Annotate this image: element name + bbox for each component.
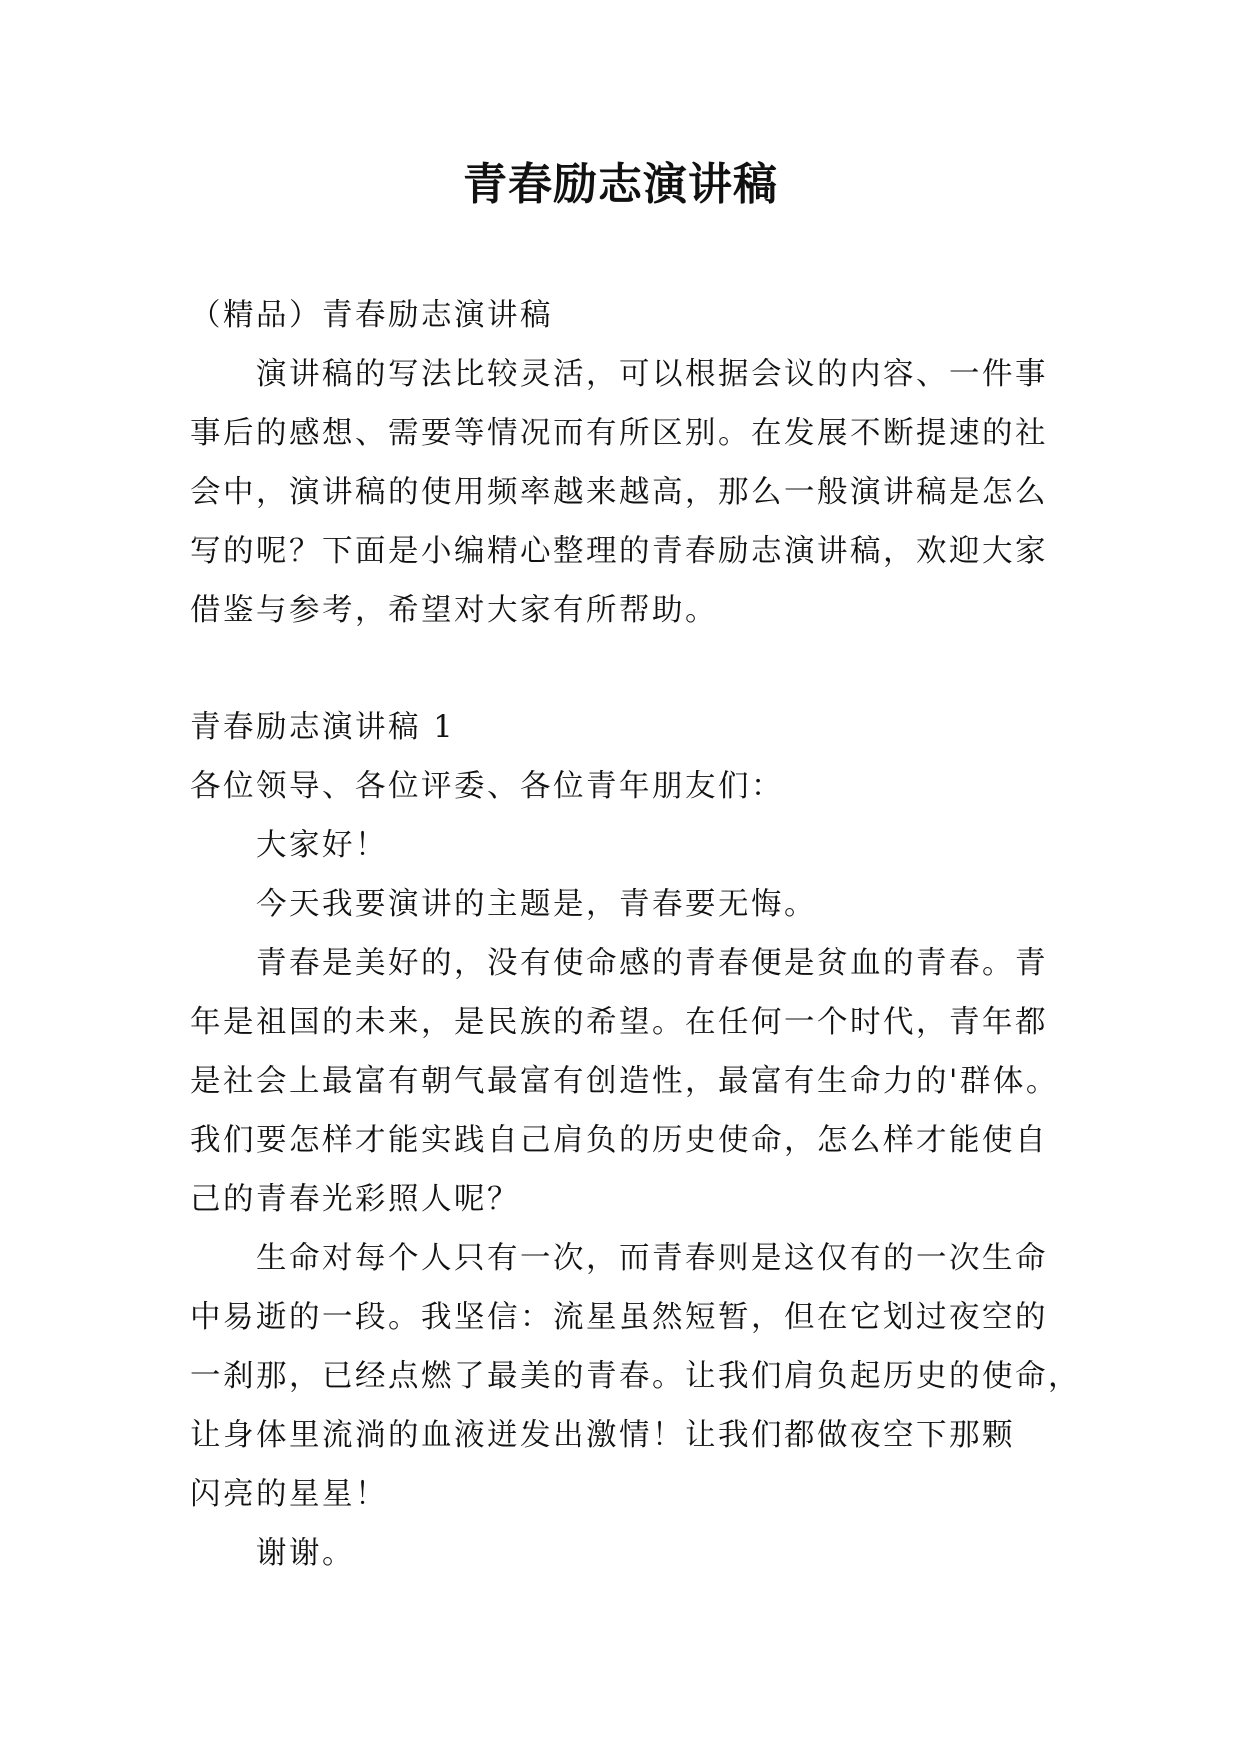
greeting: 大家好！ bbox=[256, 828, 388, 863]
paragraph-line: 青春是美好的，没有使命感的青春便是贫血的青春。青 bbox=[256, 946, 1048, 981]
intro-line: 会中，演讲稿的使用频率越来越高，那么一般演讲稿是怎么 bbox=[190, 475, 1048, 510]
intro-block bbox=[190, 286, 1060, 640]
paragraph-line: 是社会上最富有朝气最富有创造性，最富有生命力的'群体。 bbox=[190, 1064, 1059, 1099]
document-title: 青春励志演讲稿 bbox=[463, 159, 778, 210]
paragraph-line: 己的青春光彩照人呢？ bbox=[190, 1182, 520, 1217]
paragraph-line: 闪亮的星星！ bbox=[190, 1477, 388, 1512]
closing-line: 谢谢。 bbox=[256, 1536, 355, 1571]
intro-line: 借鉴与参考，希望对大家有所帮助。 bbox=[190, 593, 718, 628]
intro-line: 事后的感想、需要等情况而有所区别。在发展不断提速的社 bbox=[190, 416, 1048, 451]
paragraph-line: 年是祖国的未来，是民族的希望。在任何一个时代，青年都 bbox=[190, 1005, 1048, 1040]
paragraph-line: 我们要怎样才能实践自己肩负的历史使命，怎么样才能使自 bbox=[190, 1123, 1048, 1158]
paragraph-line: 中易逝的一段。我坚信：流星虽然短暂，但在它划过夜空的 bbox=[190, 1300, 1048, 1335]
subtitle: （精品）青春励志演讲稿 bbox=[190, 298, 553, 333]
speech-block bbox=[190, 698, 1081, 1583]
intro-line: 写的呢？下面是小编精心整理的青春励志演讲稿，欢迎大家 bbox=[190, 534, 1048, 569]
paragraph-line: 让身体里流淌的血液迸发出激情！让我们都做夜空下那颗 bbox=[190, 1418, 1015, 1453]
topic-line: 今天我要演讲的主题是，青春要无悔。 bbox=[256, 887, 817, 922]
salutation: 各位领导、各位评委、各位青年朋友们： bbox=[190, 769, 784, 804]
section-heading: 青春励志演讲稿 1 bbox=[190, 710, 456, 745]
intro-line: 演讲稿的写法比较灵活，可以根据会议的内容、一件事 bbox=[256, 357, 1048, 392]
paragraph-line: 一刹那，已经点燃了最美的青春。让我们肩负起历史的使命， bbox=[190, 1359, 1081, 1394]
paragraph-line: 生命对每个人只有一次，而青春则是这仅有的一次生命 bbox=[256, 1241, 1048, 1276]
